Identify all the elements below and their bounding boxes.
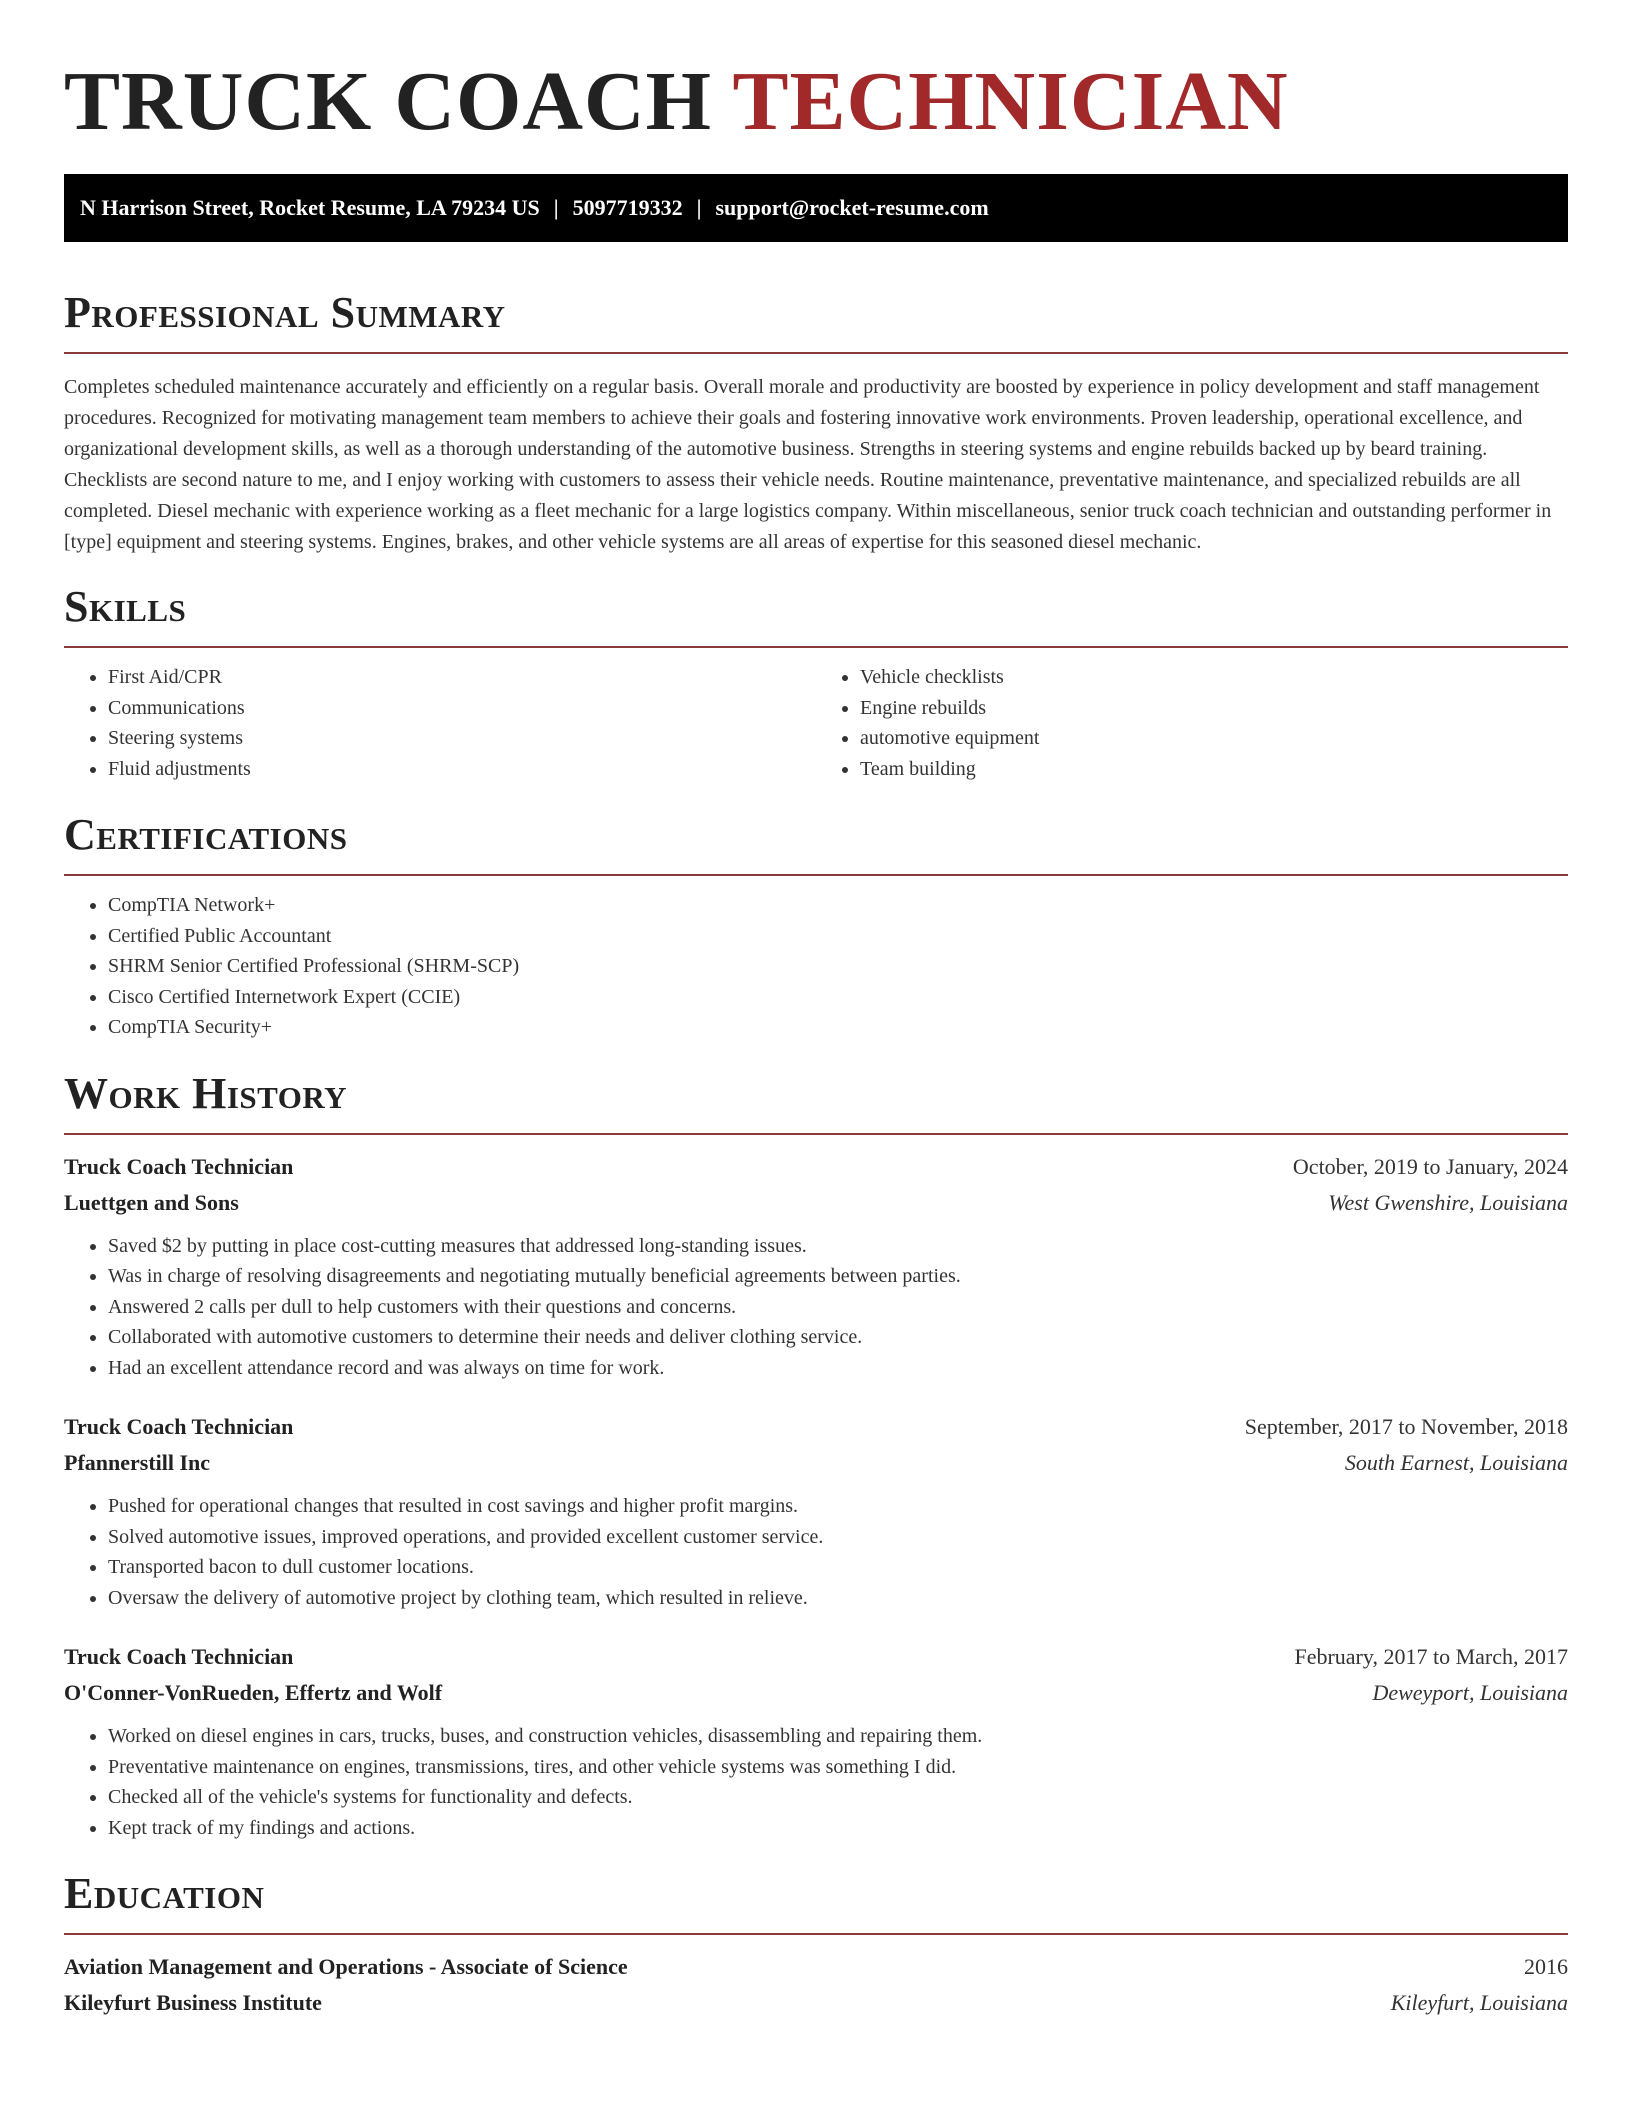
job-location: Deweyport, Louisiana xyxy=(1372,1680,1568,1705)
job-bullet: • Pushed for operational changes that resulted in cost savings and higher profit margins. xyxy=(108,1491,1568,1522)
job-bullet: • Answered 2 calls per dull to help customers with their questions and concerns. xyxy=(108,1292,1568,1323)
section-title-education: Education xyxy=(64,1869,265,1918)
education-entry xyxy=(64,1949,1568,2021)
name-first: TRUCK COACH xyxy=(64,55,713,148)
skill-item: • automotive equipment xyxy=(860,723,1568,754)
skills-list-right xyxy=(816,662,1568,784)
job-company: O'Conner-VonRueden, Effertz and Wolf xyxy=(64,1680,443,1705)
certifications-list xyxy=(64,890,1568,1043)
job-bullet: • Had an excellent attendance record and was always on time for work. xyxy=(108,1353,1568,1384)
section-title-summary: Professional Summary xyxy=(64,288,506,337)
contact-separator: | xyxy=(553,195,559,220)
summary-section xyxy=(64,288,1568,558)
job-title: Truck Coach Technician xyxy=(64,1414,294,1439)
section-divider xyxy=(64,874,1568,876)
job-title: Truck Coach Technician xyxy=(64,1153,294,1179)
education-year: 2016 xyxy=(1524,1954,1568,1979)
certifications-section xyxy=(64,810,1568,1043)
job-bullet: • Checked all of the vehicle's systems for functionality and defects. xyxy=(108,1782,1568,1813)
job-title: Truck Coach Technician xyxy=(64,1644,294,1669)
education-section xyxy=(64,1869,1568,2021)
job-location: South Earnest, Louisiana xyxy=(1344,1450,1568,1475)
education-degree: Aviation Management and Operations - Associate of Science xyxy=(64,1954,628,1979)
job-bullet: • Worked on diesel engines in cars, trucks, buses, and construction vehicles, disassembling and repairing them. xyxy=(108,1721,1568,1752)
job-entry xyxy=(64,1409,1568,1613)
skill-item: • Communications xyxy=(108,693,816,724)
section-title-certifications: Certifications xyxy=(64,810,348,859)
education-header xyxy=(64,1949,1568,1985)
job-bullet: • Kept track of my findings and actions. xyxy=(108,1813,1568,1844)
skills-list-left xyxy=(64,662,816,784)
job-dates: October, 2019 to January, 2024 xyxy=(1292,1153,1568,1179)
job-bullet: • Oversaw the delivery of automotive project by clothing team, which resulted in relieve. xyxy=(108,1583,1568,1614)
skill-item: • Steering systems xyxy=(108,723,816,754)
skill-item: • Engine rebuilds xyxy=(860,693,1568,724)
skill-item: • Vehicle checklists xyxy=(860,662,1568,693)
section-title-skills: Skills xyxy=(64,582,187,631)
job-dates: September, 2017 to November, 2018 xyxy=(1244,1414,1568,1439)
job-header xyxy=(64,1409,1568,1445)
certification-item: • Certified Public Accountant xyxy=(108,921,1568,952)
candidate-name xyxy=(64,0,1568,148)
job-dates: February, 2017 to March, 2017 xyxy=(1294,1644,1568,1669)
education-subheader xyxy=(64,1985,1568,2021)
name-accent: TECHNICIAN xyxy=(732,55,1289,148)
skills-section xyxy=(64,582,1568,784)
skill-item: • Fluid adjustments xyxy=(108,754,816,785)
job-bullets xyxy=(64,1491,1568,1613)
job-bullet: • Saved $2 by putting in place cost-cutting measures that addressed long-standing issues. xyxy=(108,1231,1568,1262)
skills-grid xyxy=(64,648,1568,784)
job-bullet: • Was in charge of resolving disagreements and negotiating mutually beneficial agreements between parties. xyxy=(108,1261,1568,1292)
section-divider xyxy=(64,352,1568,354)
section-divider xyxy=(64,1933,1568,1935)
job-bullet: • Transported bacon to dull customer locations. xyxy=(108,1552,1568,1583)
section-divider xyxy=(64,1133,1568,1135)
job-header xyxy=(64,1149,1568,1185)
job-bullet: • Solved automotive issues, improved operations, and provided excellent customer service. xyxy=(108,1522,1568,1553)
certification-item: • SHRM Senior Certified Professional (SHRM-SCP) xyxy=(108,951,1568,982)
contact-bar xyxy=(64,174,1568,242)
contact-email[interactable]: support@rocket-resume.com xyxy=(715,195,989,220)
certification-item: • CompTIA Security+ xyxy=(108,1012,1568,1043)
education-location: Kileyfurt, Louisiana xyxy=(1390,1990,1568,2015)
job-company: Pfannerstill Inc xyxy=(64,1450,211,1475)
skill-item: • Team building xyxy=(860,754,1568,785)
job-header xyxy=(64,1639,1568,1675)
job-entry xyxy=(64,1149,1568,1384)
certification-item: • CompTIA Network+ xyxy=(108,890,1568,921)
job-company: Luettgen and Sons xyxy=(64,1189,239,1215)
job-bullets xyxy=(64,1721,1568,1843)
summary-text: Completes scheduled maintenance accurately and efficiently on a regular basis. Overall morale and productivity are boosted by experience in policy development and staff management procedures. Recognized for motivating management team members to achieve their goals and fostering innovative work environments. Proven leadership, operational excellence, and organizational development skills, as well as a thorough understanding of the automotive business. Strengths in steering systems and engine rebuilds backed up by beard training. Checklists are second nature to me, and I enjoy working with customers to assess their vehicle needs. Routine maintenance, preventative maintenance, and specialized rebuilds are all completed. Diesel mechanic with experience working as a fleet mechanic for a large logistics company. Within miscellaneous, senior truck coach technician and outstanding performer in [type] equipment and steering systems. Engines, brakes, and other vehicle systems are all areas of expertise for this seasoned diesel mechanic. xyxy=(64,376,1552,553)
skill-item: • First Aid/CPR xyxy=(108,662,816,693)
job-bullet: • Preventative maintenance on engines, transmissions, tires, and other vehicle systems was something I did. xyxy=(108,1752,1568,1783)
certification-item: • Cisco Certified Internetwork Expert (CCIE) xyxy=(108,982,1568,1013)
job-location: West Gwenshire, Louisiana xyxy=(1328,1189,1568,1215)
contact-address: N Harrison Street, Rocket Resume, LA 79234 US xyxy=(80,195,540,220)
contact-phone[interactable]: 5097719332 xyxy=(572,195,683,220)
work-history-section xyxy=(64,1069,1568,1844)
job-entry xyxy=(64,1639,1568,1843)
job-bullet: • Collaborated with automotive customers to determine their needs and deliver clothing service. xyxy=(108,1322,1568,1353)
job-subheader xyxy=(64,1445,1568,1481)
job-subheader xyxy=(64,1675,1568,1711)
job-subheader xyxy=(64,1185,1568,1221)
section-title-work-history: Work History xyxy=(64,1068,348,1118)
education-school: Kileyfurt Business Institute xyxy=(64,1990,322,2015)
contact-separator: | xyxy=(696,195,702,220)
job-bullets xyxy=(64,1231,1568,1384)
